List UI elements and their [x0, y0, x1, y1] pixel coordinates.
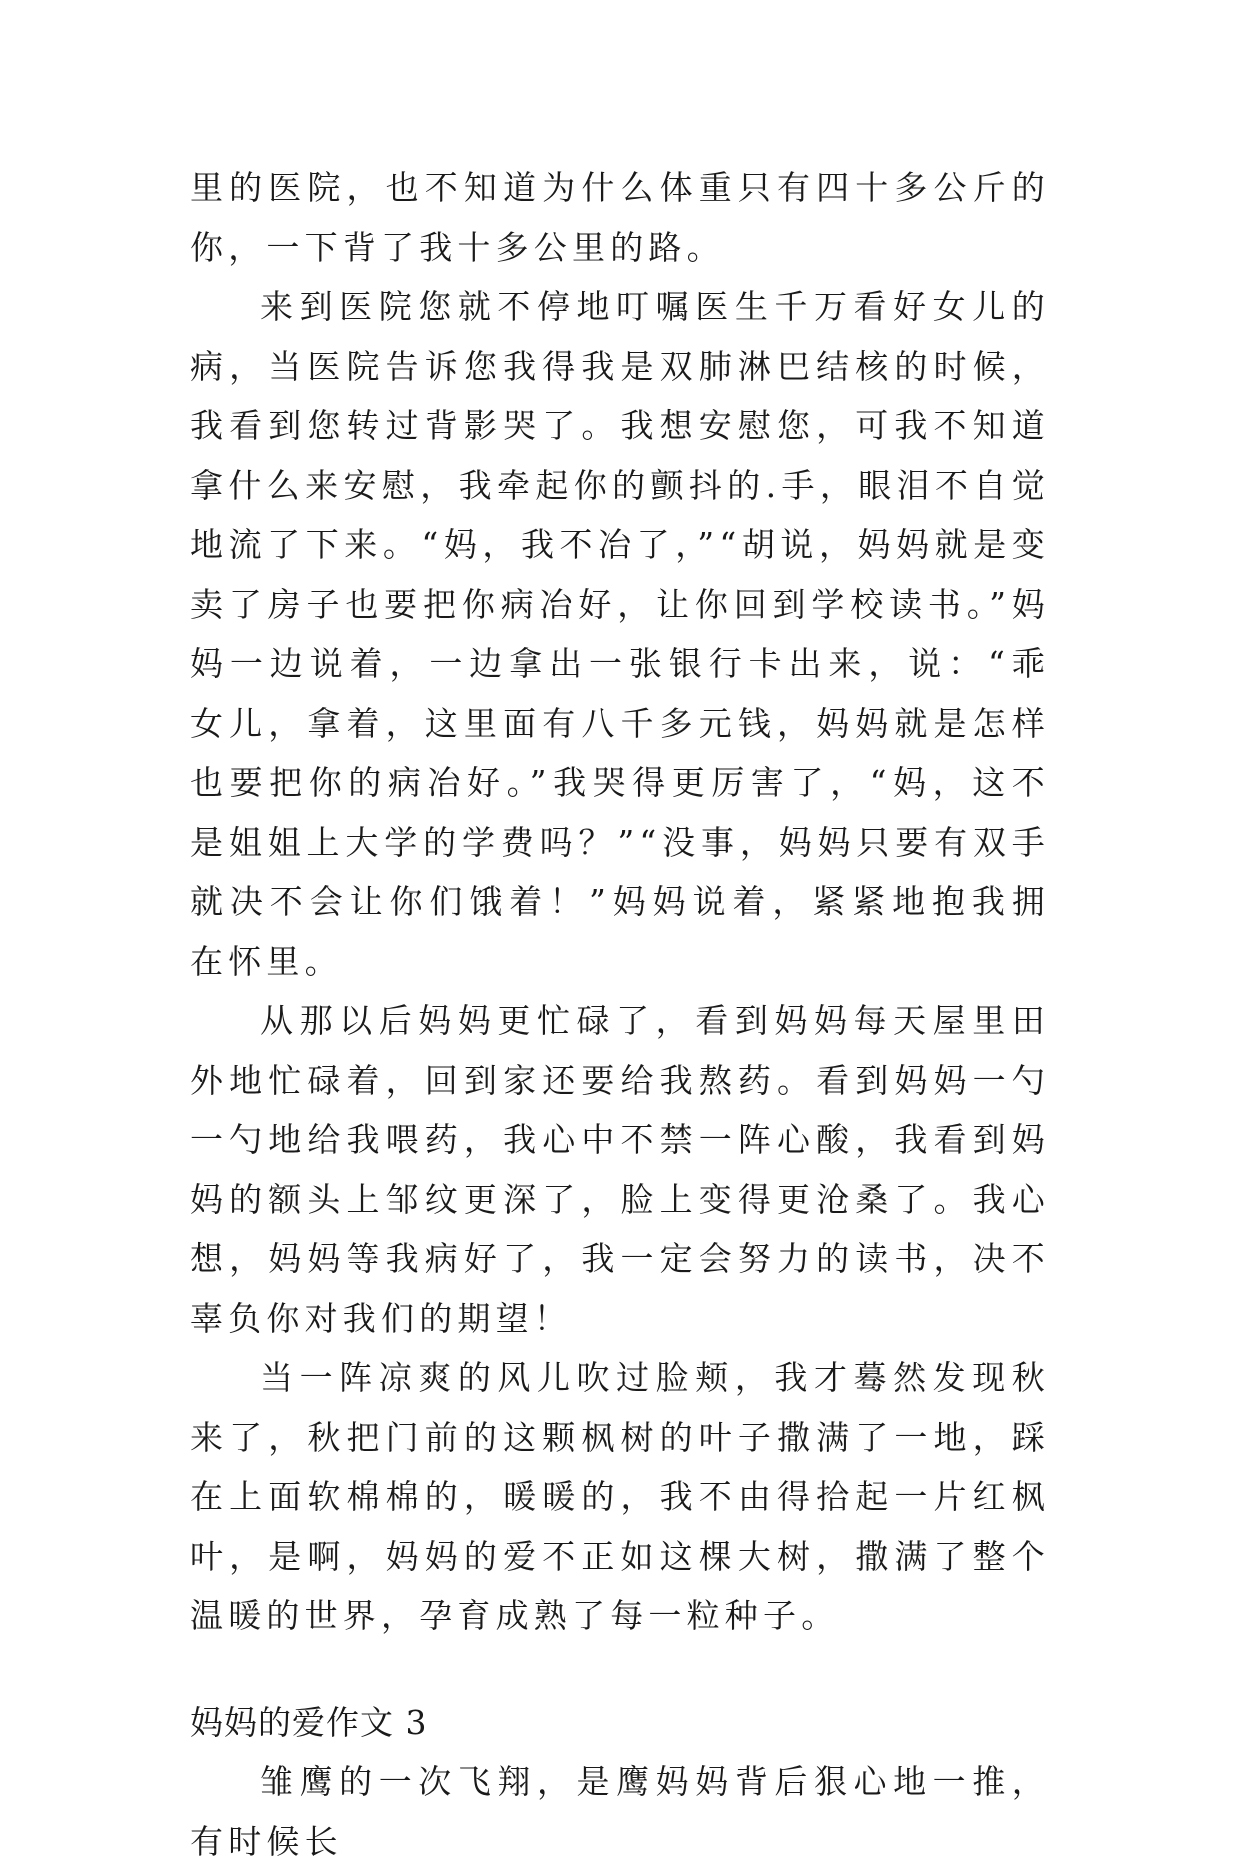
paragraph-continued: 里的医院，也不知道为什么体重只有四十多公斤的你，一下背了我十多公里的路。 [190, 168, 1050, 267]
paragraph-busy-mother: 从那以后妈妈更忙碌了，看到妈妈每天屋里田外地忙碌着，回到家还要给我熬药。看到妈妈一勺一勺地给我喂药，我心中不禁一阵心酸，我看到妈妈的额头上邹纹更深了，脸上变得更沧桑了。我心想，妈妈等我病好了，我一定会努力的读书，决不辜负你对我们的期望！ [190, 1001, 1050, 1338]
document-body [190, 158, 1050, 1871]
paragraph-eagle: 雏鹰的一次飞翔，是鹰妈妈背后狠心地一推，有时候长 [190, 1762, 1050, 1861]
section-heading: 妈妈的爱作文 3 [190, 1702, 428, 1742]
paragraph-autumn: 当一阵凉爽的风儿吹过脸颊，我才蓦然发现秋来了，秋把门前的这颗枫树的叶子撒满了一地，踩在上面软棉棉的，暖暖的，我不由得拾起一片红枫叶，是啊，妈妈的爱不正如这棵大树，撒满了整个温暖的世界，孕育成熟了每一粒种子。 [190, 1358, 1050, 1635]
paragraph-hospital: 来到医院您就不停地叮嘱医生千万看好女儿的病，当医院告诉您我得我是双肺淋巴结核的时候，我看到您转过背影哭了。我想安慰您，可我不知道拿什么来安慰，我牵起你的颤抖的.手，眼泪不自觉地流了下来。“妈，我不冶了，”“胡说，妈妈就是变卖了房子也要把你病冶好，让你回到学校读书。”妈妈一边说着，一边拿出一张银行卡出来，说：“乖女儿，拿着，这里面有八千多元钱，妈妈就是怎样也要把你的病冶好。”我哭得更厉害了，“妈，这不是姐姐上大学的学费吗？”“没事，妈妈只要有双手就决不会让你们饿着！”妈妈说着，紧紧地抱我拥在怀里。 [190, 287, 1050, 981]
